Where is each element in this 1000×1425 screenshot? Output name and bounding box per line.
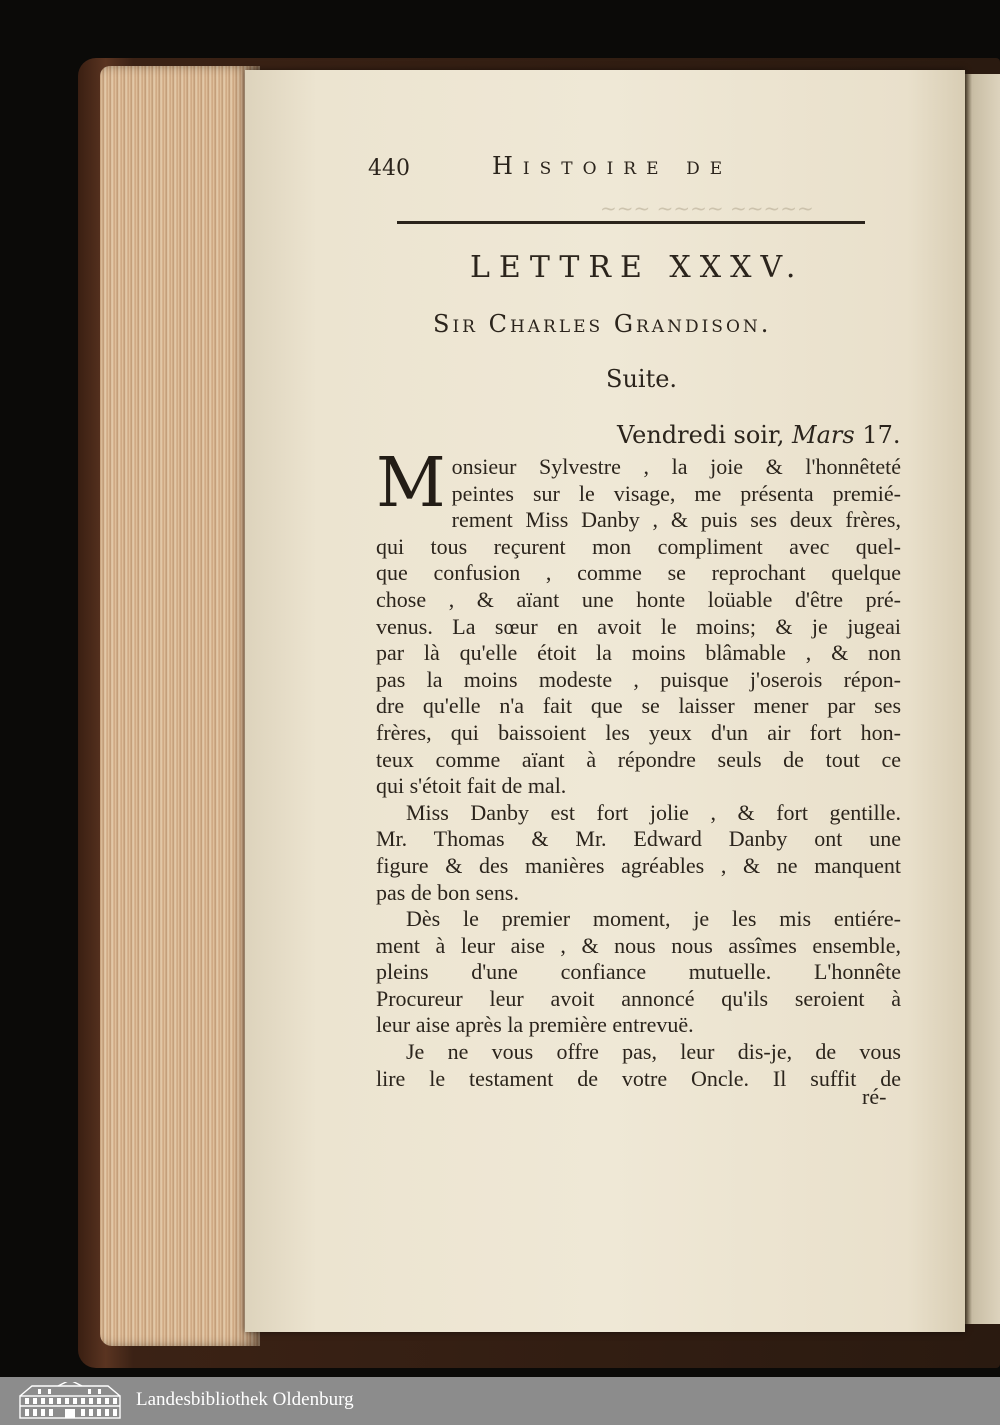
text-line: onsieur Sylvestre , la joie & l'honnêteté	[451, 454, 901, 479]
text-line: par là qu'elle étoit la moins blâmable , & non	[376, 640, 901, 666]
text-line: teux comme aïant à répondre seuls de tout ce	[376, 746, 901, 772]
text-line: ment à leur aise , & nous nous assîmes ensemble,	[376, 932, 901, 958]
drop-cap: M	[376, 444, 446, 523]
text-line: lire le testament de votre Oncle. Il suffit de	[376, 1065, 901, 1091]
letter-continuation: Suite.	[606, 365, 678, 393]
text-line: Miss Danby est fort jolie , & fort gentille.	[406, 799, 901, 825]
date-month: Mars	[792, 421, 855, 449]
text-line: Mr. Thomas & Mr. Edward Danby ont une	[376, 826, 901, 852]
page-edges	[100, 66, 260, 1346]
text-line: qui s'étoit fait de mal.	[376, 773, 567, 799]
text-line: Je ne vous offre pas, leur dis-je, de vous	[406, 1039, 901, 1065]
show-through: ~~~ ~~~~ ~~~~~	[600, 196, 814, 220]
text-line: rement Miss Danby , & puis ses deux frères,	[451, 507, 901, 533]
letter-heading: LETTRE XXXV.	[470, 250, 805, 285]
text-line: frères, qui baissoient les yeux d'un air fort hon-	[376, 719, 901, 745]
body-text	[376, 444, 901, 1092]
library-name: Landesbibliothek Oldenburg	[136, 1389, 354, 1410]
text-line: pas de bon sens.	[376, 879, 519, 905]
text-line: venus. La sœur en avoit le moins; & je jugeai	[376, 613, 901, 639]
text-line: dre qu'elle n'a fait que se laisser mener par ses	[376, 693, 901, 719]
date-day: 17.	[854, 421, 901, 449]
page-number: 440	[368, 156, 410, 181]
library-building-icon	[18, 1382, 122, 1420]
catchword: ré-	[862, 1084, 887, 1109]
text-line: figure & des manières agréables , & ne manquent	[376, 852, 901, 878]
text-line: pleins d'une confiance mutuelle. L'honnête	[376, 959, 901, 985]
text-line: Procureur leur avoit annoncé qu'ils seroient à	[376, 985, 901, 1011]
letter-dateline	[617, 421, 901, 449]
header-rule	[397, 221, 865, 224]
text-line: leur aise après la première entrevuë.	[376, 1012, 694, 1038]
text-line: que confusion , comme se reprochant quelque	[376, 560, 901, 586]
text-line: chose , & aïant une honte loüable d'être pré-	[376, 586, 901, 612]
text-line: Dès le premier moment, je les mis entiére-	[406, 906, 901, 932]
letter-recipient: Sir Charles Grandison.	[433, 310, 772, 338]
text-line: qui tous reçurent mon compliment avec quel-	[376, 533, 901, 559]
text-line: pas la moins modeste , puisque j'oserois répon-	[376, 666, 901, 692]
running-title: Histoire de	[492, 152, 733, 180]
date-prefix: Vendredi soir,	[617, 421, 793, 449]
facing-page-edge	[965, 74, 1000, 1324]
text-line: peintes sur le visage, me présenta premié-	[451, 480, 901, 506]
footer-bar	[0, 1377, 1000, 1425]
